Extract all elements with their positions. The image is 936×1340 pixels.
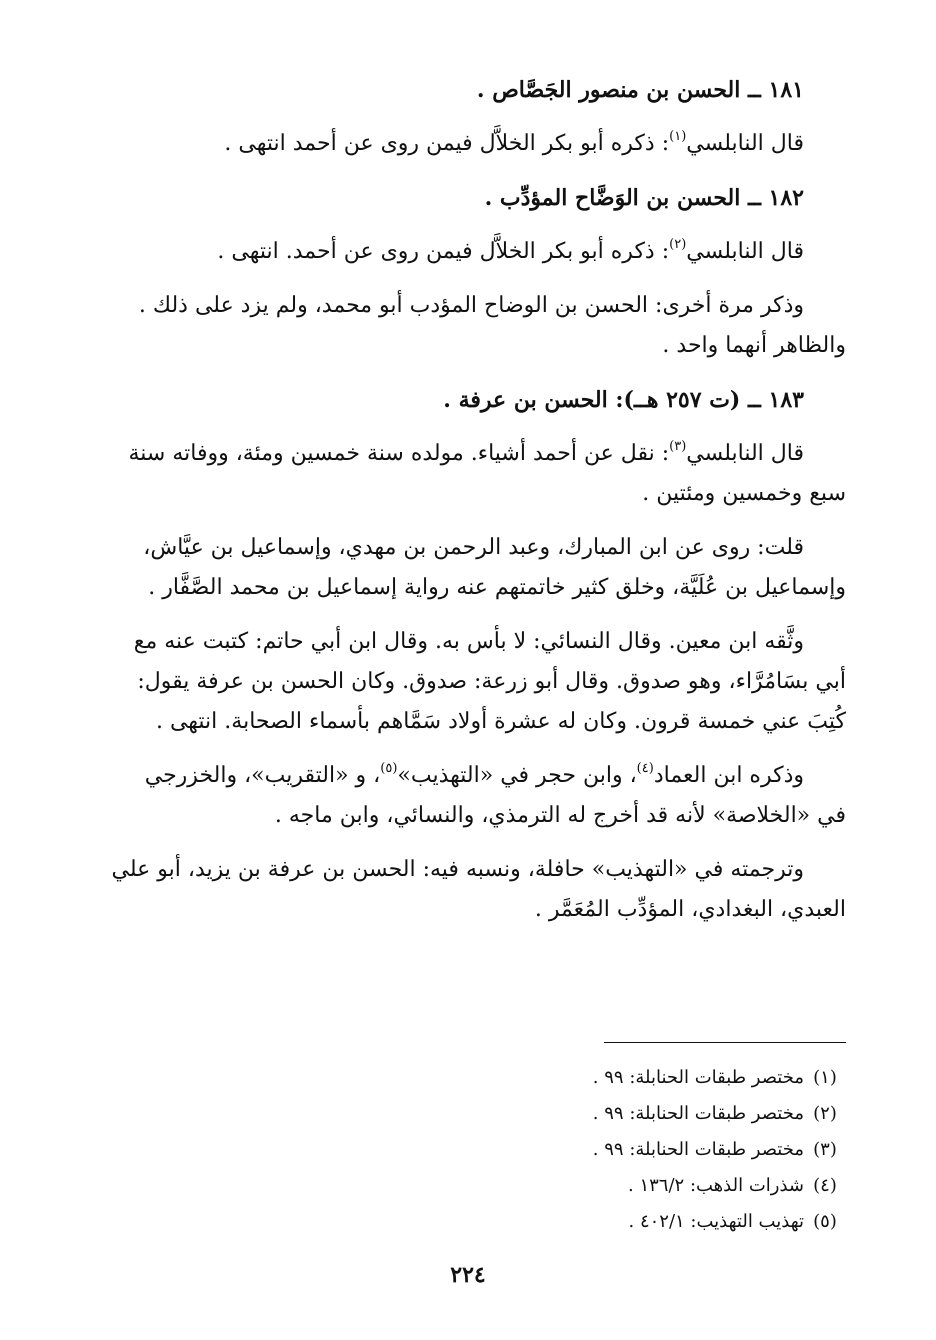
footnote-4 (500, 1168, 846, 1204)
footnote-text: تهذيب التهذيب: ٤٠٢/١ . (628, 1211, 804, 1232)
entry-183-para-1-line-2: سبع وخمسين ومئتين . (642, 481, 846, 506)
text-run: وذكره ابن العماد (653, 763, 804, 788)
footnote-2 (500, 1096, 846, 1132)
entry-181-heading: ١٨١ ــ الحسن بن منصور الجَصَّاص . (476, 77, 804, 103)
text-run: قال النابلسي (686, 131, 804, 156)
main-text (96, 70, 846, 930)
entry-183-para-3-line-3: كُتِبَ عني خمسة قرون. وكان له عشرة أولاد سَمَّاهم بأسماء الصحابة. انتهى . (155, 709, 846, 734)
footnote-text: مختصر طبقات الحنابلة: ٩٩ . (592, 1067, 804, 1088)
text-run: : نقل عن أحمد أشياء. مولده سنة خمسين ومئة، ووفاته سنة (128, 441, 670, 466)
entry-182-more-line-2: والظاهر أنهما واحد . (662, 333, 846, 358)
footnote-text: شذرات الذهب: ١٣٦/٢ . (628, 1175, 804, 1196)
entry-183-heading: ١٨٣ ــ (ت ٢٥٧ هــ): الحسن بن عرفة . (443, 387, 804, 413)
footnote-divider (604, 1042, 846, 1043)
footnote-ref-5: (٥) (380, 760, 398, 776)
entry-183-para-3-line-1: وثَّقه ابن معين. وقال النسائي: لا بأس به. وقال ابن أبي حاتم: كتبت عنه مع (133, 629, 804, 654)
text-run: قال النابلسي (686, 441, 804, 466)
entry-182-more-line-1: وذكر مرة أخرى: الحسن بن الوضاح المؤدب أبو محمد، ولم يزد على ذلك . (138, 293, 804, 318)
entry-183-para-1-line-1 (96, 434, 846, 474)
entry-182-heading: ١٨٢ ــ الحسن بن الوَضَّاح المؤدِّب . (484, 185, 804, 211)
footnote-number: (٣) (813, 1139, 837, 1160)
text-run: : ذكره أبو بكر الخلاَّل فيمن روى عن أحمد انتهى . (224, 131, 670, 156)
text-run: قال النابلسي (686, 239, 804, 264)
entry-183-para-4-line-2: في «الخلاصة» لأنه قد أخرج له الترمذي، والنسائي، وابن ماجه . (274, 803, 846, 828)
footnotes (500, 1060, 846, 1240)
footnote-ref-3: (٣) (669, 438, 687, 454)
entry-183-para-3-line-2: أبي بسَامُرَّاء، وهو صدوق. وقال أبو زرعة: صدوق. وكان الحسن بن عرفة يقول: (137, 669, 846, 694)
entry-183-para-2-line-2: وإسماعيل بن عُلَيَّة، وخلق كثير خاتمتهم عنه رواية إسماعيل بن محمد الصَّفَّار . (148, 575, 846, 600)
footnote-ref-1: (١) (669, 128, 687, 144)
text-run: ، و «التقريب»، والخزرجي (144, 763, 381, 788)
footnote-number: (٤) (813, 1175, 837, 1196)
footnote-1 (500, 1060, 846, 1096)
footnote-number: (٢) (813, 1103, 837, 1124)
footnote-number: (١) (813, 1067, 837, 1088)
footnote-text: مختصر طبقات الحنابلة: ٩٩ . (592, 1103, 804, 1124)
entry-183-para-4-line-1 (96, 756, 846, 796)
page-number: ٢٢٤ (450, 1262, 486, 1288)
entry-183-para-2-line-1: قلت: روى عن ابن المبارك، وعبد الرحمن بن مهدي، وإسماعيل بن عيَّاش، (143, 535, 804, 560)
footnote-5 (500, 1204, 846, 1240)
entry-182-body (96, 232, 846, 272)
footnote-text: مختصر طبقات الحنابلة: ٩٩ . (592, 1139, 804, 1160)
text-run: ، وابن حجر في «التهذيب» (397, 763, 637, 788)
entry-183-para-5-line-2: العبدي، البغدادي، المؤدِّب المُعَمَّر . (534, 897, 846, 922)
footnote-ref-2: (٢) (669, 236, 687, 252)
text-run: : ذكره أبو بكر الخلاَّل فيمن روى عن أحمد. انتهى . (217, 239, 670, 264)
entry-181-body (96, 124, 846, 164)
footnote-ref-4: (٤) (636, 760, 654, 776)
footnote-3 (500, 1132, 846, 1168)
footnote-number: (٥) (813, 1211, 837, 1232)
entry-183-para-5-line-1: وترجمته في «التهذيب» حافلة، ونسبه فيه: الحسن بن عرفة بن يزيد، أبو علي (111, 857, 804, 882)
